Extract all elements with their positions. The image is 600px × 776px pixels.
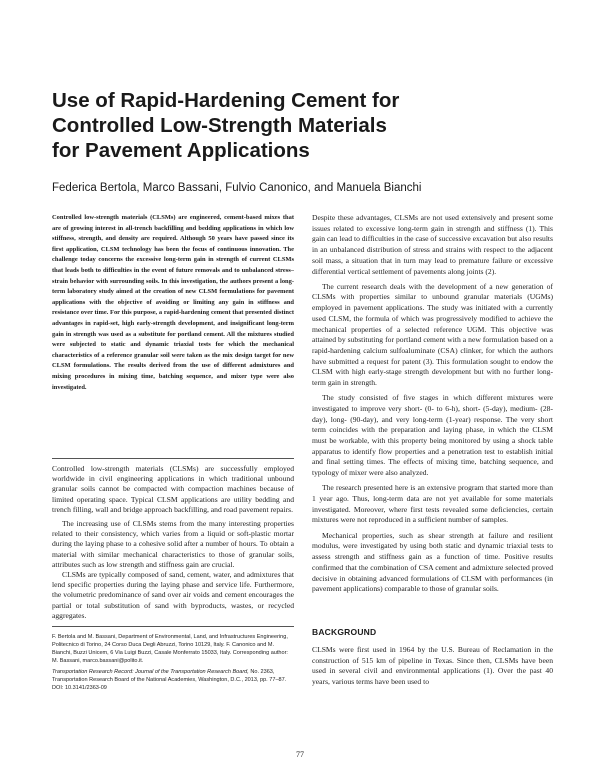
section-heading-background: BACKGROUND <box>312 627 377 637</box>
introduction <box>52 464 294 621</box>
body-paragraph: The research presented here is an extensive program that started more than 1 year ago. Thus, long-term data are not yet available for some materials investigated. Moreover, where first tests revealed some deficiencies, certain mixtures were not reproduced in a sufficient number of samples. <box>312 483 553 525</box>
doi: DOI: 10.3141/2363-09 <box>52 685 107 692</box>
body-paragraph: Despite these advantages, CLSMs are not used extensively and present some issues related to excessive long-term gain in strength and stiffness (1). This gain can lead to difficulties in the case of successive excavation but also results in an unbalanced distribution of stress and strains with respect to the adjacent soil mass, a situation that in turn may lead to premature failure or excessive differential vertical settlement of pavements along joints (2). <box>312 213 553 276</box>
intro-paragraph: Controlled low-strength materials (CLSMs) are successfully employed worldwide in civil engineering applications in which traditional unbound granular soils cannot be compacted with compaction machines because of limited operating space. Typical CLSM applications are utility bedding and trench filling, wall and bridge approach backfilling, and road pavement repairs. <box>52 464 294 514</box>
background-section <box>312 645 553 687</box>
author-list: Federica Bertola, Marco Bassani, Fulvio Canonico, and Manuela Bianchi <box>52 182 422 194</box>
title-line: Controlled Low-Strength Materials <box>52 114 387 137</box>
page-number: 77 <box>296 750 304 759</box>
body-paragraph: The study consisted of five stages in which different mixtures were investigated to improve very short- (0- to 6-h), short- (5-day), medium- (28-day), long- (90-day), and very long-term (1-year) response. The very short term coincides with the preparation and laying phase, in which the CLSM must be workable, with this property being monitored by using a shock table apparatus to identify flow properties and a penetration test to establish initial and final setting times. The effects of mixing time, batching sequence, and typology of mixer were also analyzed. <box>312 393 553 478</box>
intro-paragraph: The increasing use of CLSMs stems from the many interesting properties related to their consistency, which varies from a liquid or soft-plastic mortar during the laying phase to a cohesive solid after a number of hours. To obtain a material with similar mechanical characteristics to those of granular soils, attributes such as low strength and stiffness gain are crucial. <box>52 519 294 569</box>
right-column-body <box>312 213 553 599</box>
footnote-divider <box>52 626 294 627</box>
body-paragraph: Mechanical properties, such as shear strength at failure and resilient modulus, were investigated by using both static and dynamic triaxial tests to assess strength and stiffness gain as a function of time. Positive results confirmed that the combination of CSA cement and admixture selected proved decisive in obtaining advanced formulations of CLSM with performances (in pavement applications) comparable to those of granular soils. <box>312 530 553 594</box>
abstract: Controlled low-strength materials (CLSMs) are engineered, cement-based mixes that are of growing interest in all-trench backfilling and bedding applications in which low stiffness, strength, and density are required. Although 50 years have passed since its first application, CLSM technology has been the focus of continuous innovation. The challenge today concerns the excessive long-term gain in strength of current CLSMs that leads both to difficulties in the event of future removals and to unbalanced stress–strain behavior with surrounding soils. In this investigation, the authors present a long-term laboratory study aimed at the creation of new CLSM formulations for pavement applications with the objective of avoiding or limiting any gain in stiffness and resistance over time. For this purpose, a rapid-hardening cement that presented distinct advantages in rapid-set, high early-strength development, and insignificant long-term gain in strength was used as a substitute for portland cement. All the mixtures studied were subjected to static and dynamic triaxial tests for which the mechanical characteristics of a reference granular soil were taken as the mix design target for new CLSM formulations. The results derived from the use of different admixtures and mixing procedures in mixing time, batching sequence, and mixer type were also investigated. <box>52 214 294 391</box>
intro-paragraph: CLSMs are typically composed of sand, cement, water, and admixtures that lend specific properties during the laying phase and service life. Furthermore, the volumetric predominance of sand over air voids and cement encourages the partial or total substitution of sand with byproducts, wastes, or recycled aggregates. <box>52 570 294 620</box>
body-paragraph: The current research deals with the development of a new generation of CLSMs with properties similar to unbound granular materials (UGMs) employed in pavement applications. The study was initiated with a currently used CLSM, the formula of which was progressively modified to achieve the mechanical properties of a selected reference UGM. This objective was attained by substituting for portland cement with a new formulation based on a rapid-hardening calcium sulfoaluminate (CSA) clinker, for which the authors have submitted a request for patent (3). This formulation sought to endow the CLSM with high early-stage strength development but with no further long-term gain in strength. <box>312 281 553 388</box>
paper-title <box>52 88 532 163</box>
body-paragraph: CLSMs were first used in 1964 by the U.S. Bureau of Reclamation in the construction of 515 km of pipeline in Texas. Since then, CLSMs have been used in several civil and environmental applications (1). Over the past 40 years, various terms have been used to <box>312 645 553 686</box>
abstract-divider <box>52 458 294 459</box>
journal-name: Transportation Research Record: Journal of the Transportation Research Board, <box>52 668 249 675</box>
title-line: for Pavement Applications <box>52 139 310 162</box>
footnote-citation <box>52 668 294 692</box>
title-line: Use of Rapid-Hardening Cement for <box>52 89 400 112</box>
footnote <box>52 633 294 695</box>
citation-details: No. 2363, Transportation Research Board of the National Academies, Washington, D.C., 2013, pp. 77–87. <box>52 668 287 683</box>
footnote-affiliation: F. Bertola and M. Bassani, Department of Environmental, Land, and Infrastructures Engineering, Politecnico di Torino, 24 Corso Duca Degli Abruzzi, Torino 10129, Italy. F. Canonico and M. Bianchi, Buzzi Unicem, 6 Via Luigi Buzzi, Casale Monferrato 15033, Italy. Corresponding author: M. Bassani, marco.bassani@polito.it. <box>52 634 288 665</box>
